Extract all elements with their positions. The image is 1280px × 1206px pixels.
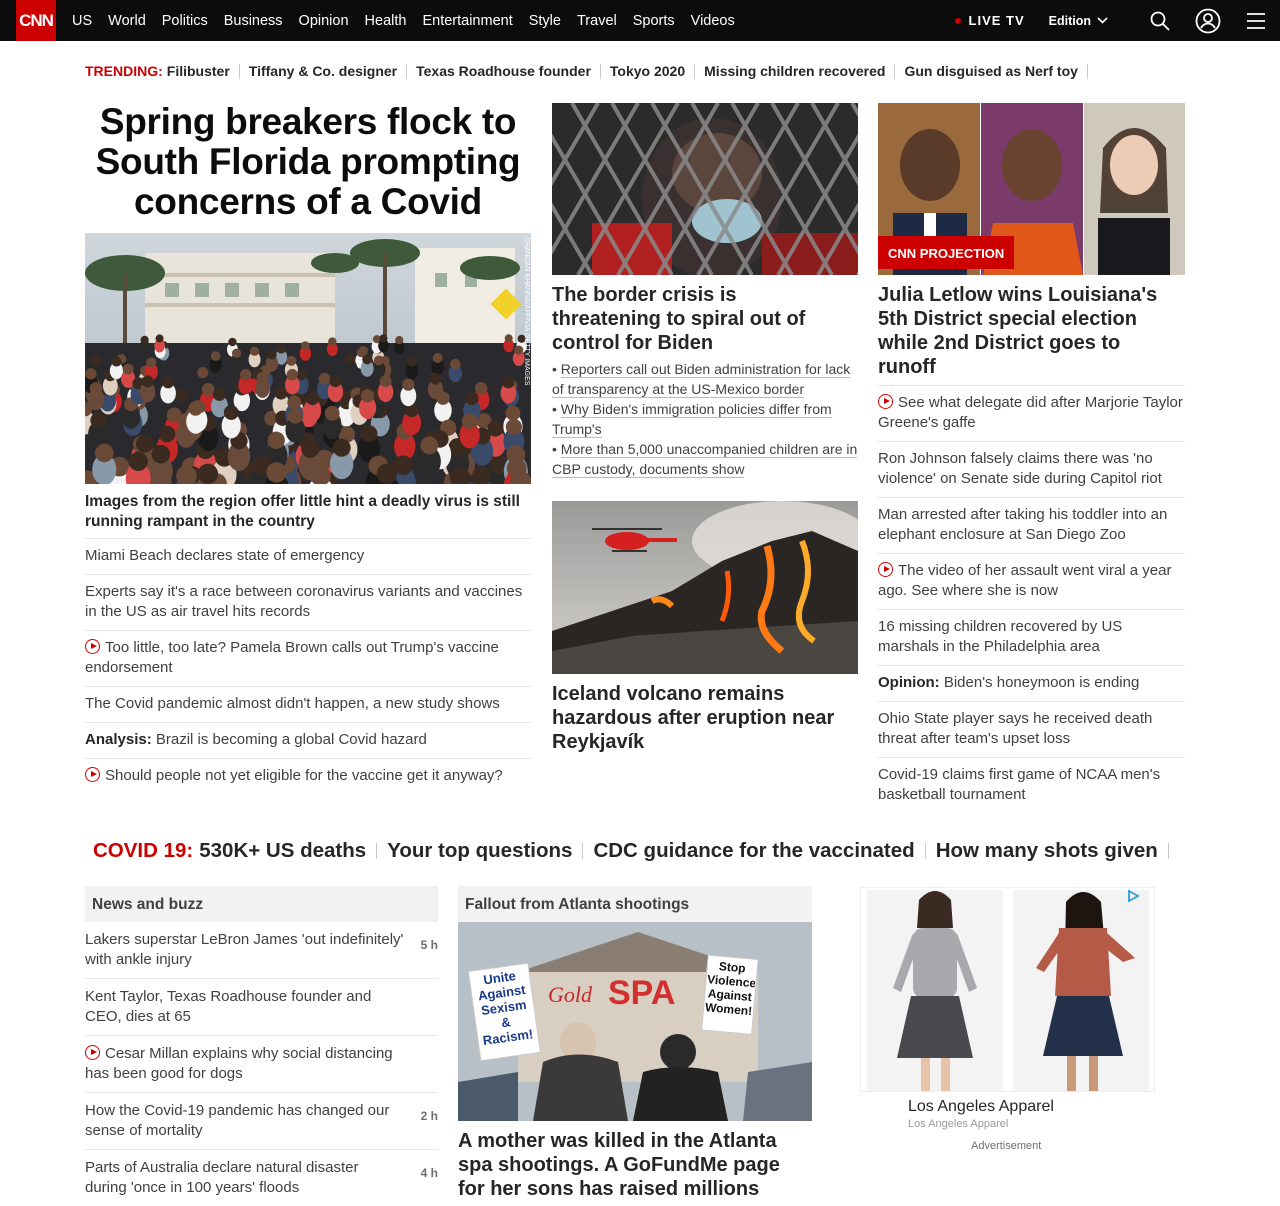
advertisement-image[interactable] [860,887,1155,1092]
bullet-text: Why Biden's immigration policies differ from Trump's [552,401,832,437]
advertisement-label: Advertisement [971,1140,1042,1152]
trending-link[interactable]: Filibuster [167,64,240,79]
trending-link[interactable]: Tiffany & Co. designer [240,64,407,79]
list-item[interactable] [85,686,531,722]
list-item[interactable] [85,1035,438,1092]
nav-link-videos[interactable]: Videos [690,12,735,29]
list-item[interactable] [85,574,531,630]
bullet-item[interactable]: • Why Biden's immigration policies differ from Trump's [552,401,832,437]
border-fence-image[interactable] [552,103,858,275]
play-video-icon [878,394,893,409]
list-item-text: How the Covid-19 pandemic has changed our sense of mortality [85,1102,390,1139]
volcano-headline[interactable]: Iceland volcano remains hazardous after eruption near Reykjavík [552,683,835,753]
list-item-text: Parts of Australia declare natural disaster during 'once in 100 years' floods [85,1159,359,1196]
list-item-text: 16 missing children recovered by US marshals in the Philadelphia area [878,618,1123,655]
covid-link[interactable]: How many shots given [926,843,1169,859]
spa-sign-gold: Gold [548,982,592,1007]
list-item[interactable] [878,553,1185,609]
list-item[interactable] [878,609,1185,665]
list-item-text: The Covid pandemic almost didn't happen, a new study shows [85,695,500,712]
trending-link[interactable]: Tokyo 2020 [601,64,695,79]
list-item-text: Brazil is becoming a global Covid hazard [155,731,427,748]
cnn-logo[interactable]: CNN [16,0,56,41]
nav-link-entertainment[interactable]: Entertainment [422,12,513,29]
edition-menu[interactable] [1049,14,1108,28]
protest-sign-right: Stop Violence Against Women! [704,959,757,1019]
trending-link[interactable]: Texas Roadhouse founder [407,64,601,79]
play-video-icon [85,767,100,782]
list-item[interactable] [85,1149,438,1206]
play-video-icon [878,562,893,577]
nav-link-world[interactable]: World [108,12,146,29]
list-item-text: Biden's honeymoon is ending [943,674,1140,691]
edition-label: Edition [1048,13,1091,28]
bullet-item[interactable]: • Reporters call out Biden administration for lack of transparency at the US-Mexico border [552,361,851,397]
nav-link-opinion[interactable]: Opinion [298,12,349,29]
list-item-text: Covid-19 claims first game of NCAA men's basketball tournament [878,766,1161,803]
ad-choices-icon[interactable] [1126,889,1140,903]
nav-link-health[interactable]: Health [364,12,407,29]
list-item[interactable] [85,978,438,1035]
trending-label: TRENDING: [85,63,163,79]
list-item[interactable] [85,722,531,758]
list-item-text: Experts say it's a race between coronavirus variants and vaccines in the US as air travel hits records [85,583,523,620]
nav-link-us[interactable]: US [72,12,93,29]
chevron-down-icon [1097,17,1108,24]
bullet-text: More than 5,000 unaccompanied children are in CBP custody, documents show [552,441,858,477]
news-and-buzz-heading: News and buzz [85,886,438,922]
nav-link-business[interactable]: Business [223,12,283,29]
atlanta-section-heading: Fallout from Atlanta shootings [458,886,812,922]
list-item[interactable] [878,757,1185,813]
news-and-buzz-list [85,922,438,1206]
nav-link-style[interactable]: Style [528,12,561,29]
list-item[interactable] [878,497,1185,553]
live-tv-link[interactable] [955,13,1025,28]
list-item-text: Too little, too late? Pamela Brown calls out Trump's vaccine endorsement [85,639,499,676]
timestamp: 4 h [420,1166,438,1180]
account-icon[interactable] [1184,0,1232,41]
ad-advertiser-name[interactable]: Los Angeles Apparel [908,1098,1054,1115]
border-headline[interactable]: The border crisis is threatening to spiral out of control for Biden [552,284,806,354]
play-video-icon [85,1045,100,1060]
nav-link-politics[interactable]: Politics [161,12,208,29]
election-headline[interactable]: Julia Letlow wins Louisiana's 5th District special election while 2nd District goes to runoff [878,284,1158,378]
timestamp: 5 h [420,938,438,952]
list-item[interactable] [878,665,1185,701]
lead-caption[interactable]: Images from the region offer little hint a deadly virus is still running rampant in the country [85,493,520,530]
photo-credit: CHANDAN KHANNA/AFP/VIA GETTY IMAGES [523,237,530,386]
covid-bar [93,838,1169,864]
list-item-text: See what delegate did after Marjorie Taylor Greene's gaffe [878,394,1183,431]
list-item-text: Man arrested after taking his toddler into an elephant enclosure at San Diego Zoo [878,506,1168,543]
border-bullets [552,359,858,479]
list-item[interactable] [85,758,531,794]
list-item[interactable] [85,538,531,574]
list-item-text: Ron Johnson falsely claims there was 'no violence' on Senate side during Capitol riot [878,450,1162,487]
nav-link-sports[interactable]: Sports [632,12,675,29]
search-icon[interactable] [1136,0,1184,41]
nav-links [72,0,751,41]
live-dot-icon [955,18,961,24]
covid-link[interactable]: Your top questions [377,843,583,859]
protest-sign-left: Unite Against Sexism & Racism! [477,968,535,1049]
nav-right [955,0,1280,41]
list-item-text: Kent Taylor, Texas Roadhouse founder and CEO, dies at 65 [85,988,372,1025]
lead-story-list [85,538,531,794]
ad-advertiser-sub: Los Angeles Apparel [908,1118,1009,1130]
timestamp: 2 h [420,1109,438,1123]
trending-link[interactable]: Gun disguised as Nerf toy [895,64,1087,79]
trending-bar [85,62,1088,80]
list-item-text: Ohio State player says he received death threat after team's upset loss [878,710,1153,747]
election-story-list [878,385,1185,813]
covid-label: COVID 19: [93,839,194,862]
list-item[interactable] [85,1092,438,1149]
trending-link[interactable]: Missing children recovered [695,64,895,79]
list-item[interactable] [878,441,1185,497]
atlanta-protest-image[interactable] [458,922,812,1121]
list-item-text: Cesar Millan explains why social distancing has been good for dogs [85,1045,393,1082]
list-item[interactable] [878,701,1185,757]
bullet-item[interactable]: • More than 5,000 unaccompanied children are in CBP custody, documents show [552,441,858,477]
cnn-projection-badge: CNN PROJECTION [878,236,1014,269]
menu-icon[interactable] [1232,0,1280,41]
lead-headline[interactable]: Spring breakers flock to South Florida prompting concerns of a Covid [95,101,521,222]
list-item[interactable] [85,922,438,978]
list-item-text: Should people not yet eligible for the vaccine get it anyway? [105,767,503,784]
play-video-icon [85,639,100,654]
list-item-text: Lakers superstar LeBron James 'out indefinitely' with ankle injury [85,931,404,968]
list-item-text: The video of her assault went viral a year ago. See where she is now [878,562,1172,599]
bullet-text: Reporters call out Biden administration for lack of transparency at the US-Mexico border [552,361,851,397]
covid-link[interactable]: 530K+ US deaths [199,843,377,859]
top-nav [0,0,1280,41]
spa-sign: SPA [608,974,676,1012]
spring-break-crowd-image[interactable] [85,233,531,484]
list-item[interactable] [85,630,531,686]
covid-link[interactable]: CDC guidance for the vaccinated [583,843,925,859]
list-item[interactable] [878,385,1185,441]
volcano-image[interactable] [552,501,858,674]
atlanta-headline[interactable]: A mother was killed in the Atlanta spa shootings. A GoFundMe page for her sons has raised millions [458,1130,780,1200]
list-item-prefix: Analysis: [85,731,152,748]
live-tv-label: LIVE TV [968,13,1025,28]
nav-link-travel[interactable]: Travel [576,12,617,29]
list-item-prefix: Opinion: [878,674,940,691]
list-item-text: Miami Beach declares state of emergency [85,547,365,564]
